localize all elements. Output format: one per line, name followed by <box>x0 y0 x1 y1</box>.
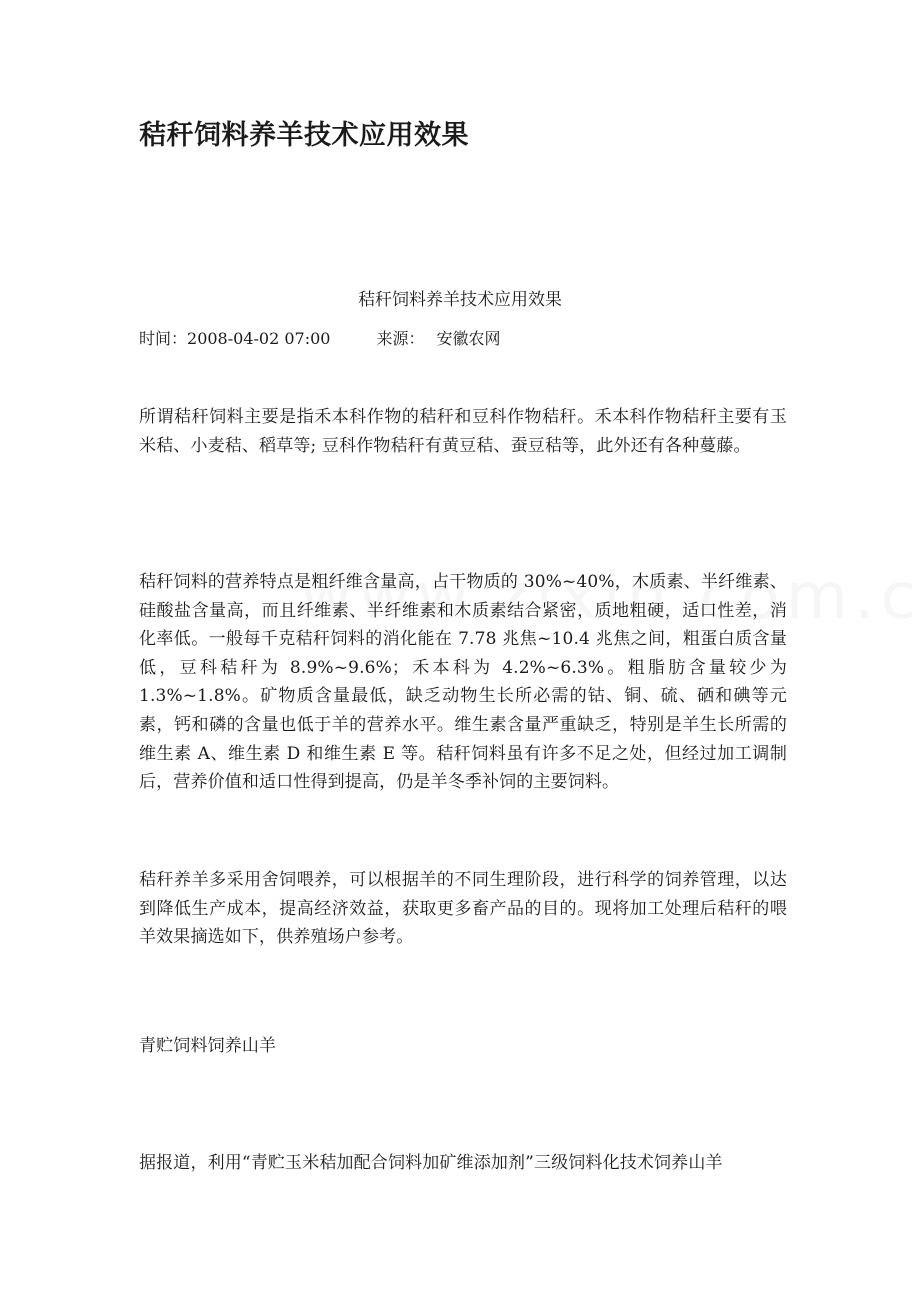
time-value: 2008-04-02 07:00 <box>187 329 331 348</box>
source-label: 来源： <box>376 329 425 348</box>
paragraph-feeding: 秸秆养羊多采用舍饲喂养，可以根据羊的不同生理阶段，进行科学的饲养管理，以达到降低生产成本，提高经济效益，获取更多畜产品的目的。现将加工处理后秸秆的喂羊效果摘选如下，供养殖场户参考。 <box>139 870 787 948</box>
article-meta <box>139 326 781 352</box>
paragraph-nutrition: 秸秆饲料的营养特点是粗纤维含量高，占干物质的 30%~40%，木质素、半纤维素、硅酸盐含量高，而且纤维素、半纤维素和木质素结合紧密，质地粗硬，适口性差，消化率低。一般每千克秸秆饲料的消化能在 7.78 兆焦~10.4 兆焦之间，粗蛋白质含量低，豆科秸秆为 8.9%~9.6%；禾本科为 4.2%~6.3%。粗脂肪含量较少为 1.3%~1.8%。矿物质含量最低，缺乏动物生长所必需的钴、铜、硫、硒和碘等元素，钙和磷的含量也低于羊的营养水平。维生素含量严重缺乏，特别是羊生长所需的维生素 A、维生素 D 和维生素 E 等。秸秆饲料虽有许多不足之处，但经过加工调制后，营养价值和适口性得到提高，仍是羊冬季补饲的主要饲料。 <box>139 572 787 793</box>
article-title: 秸秆饲料养羊技术应用效果 <box>358 290 562 310</box>
section-heading-silage: 青贮饲料饲养山羊 <box>139 1036 277 1056</box>
document-title: 秸秆饲料养羊技术应用效果 <box>139 120 469 151</box>
time-label: 时间： <box>139 329 188 348</box>
source-value: 安徽农网 <box>436 329 501 348</box>
paragraph-report: 据报道，利用“青贮玉米秸加配合饲料加矿维添加剂”三级饲料化技术饲养山羊 <box>139 1153 723 1173</box>
paragraph-definition: 所谓秸秆饲料主要是指禾本科作物的秸秆和豆科作物秸秆。禾本科作物秸秆主要有玉米秸、小麦秸、稻草等; 豆科作物秸秆有黄豆秸、蚕豆秸等，此外还有各种蔓藤。 <box>139 407 787 456</box>
